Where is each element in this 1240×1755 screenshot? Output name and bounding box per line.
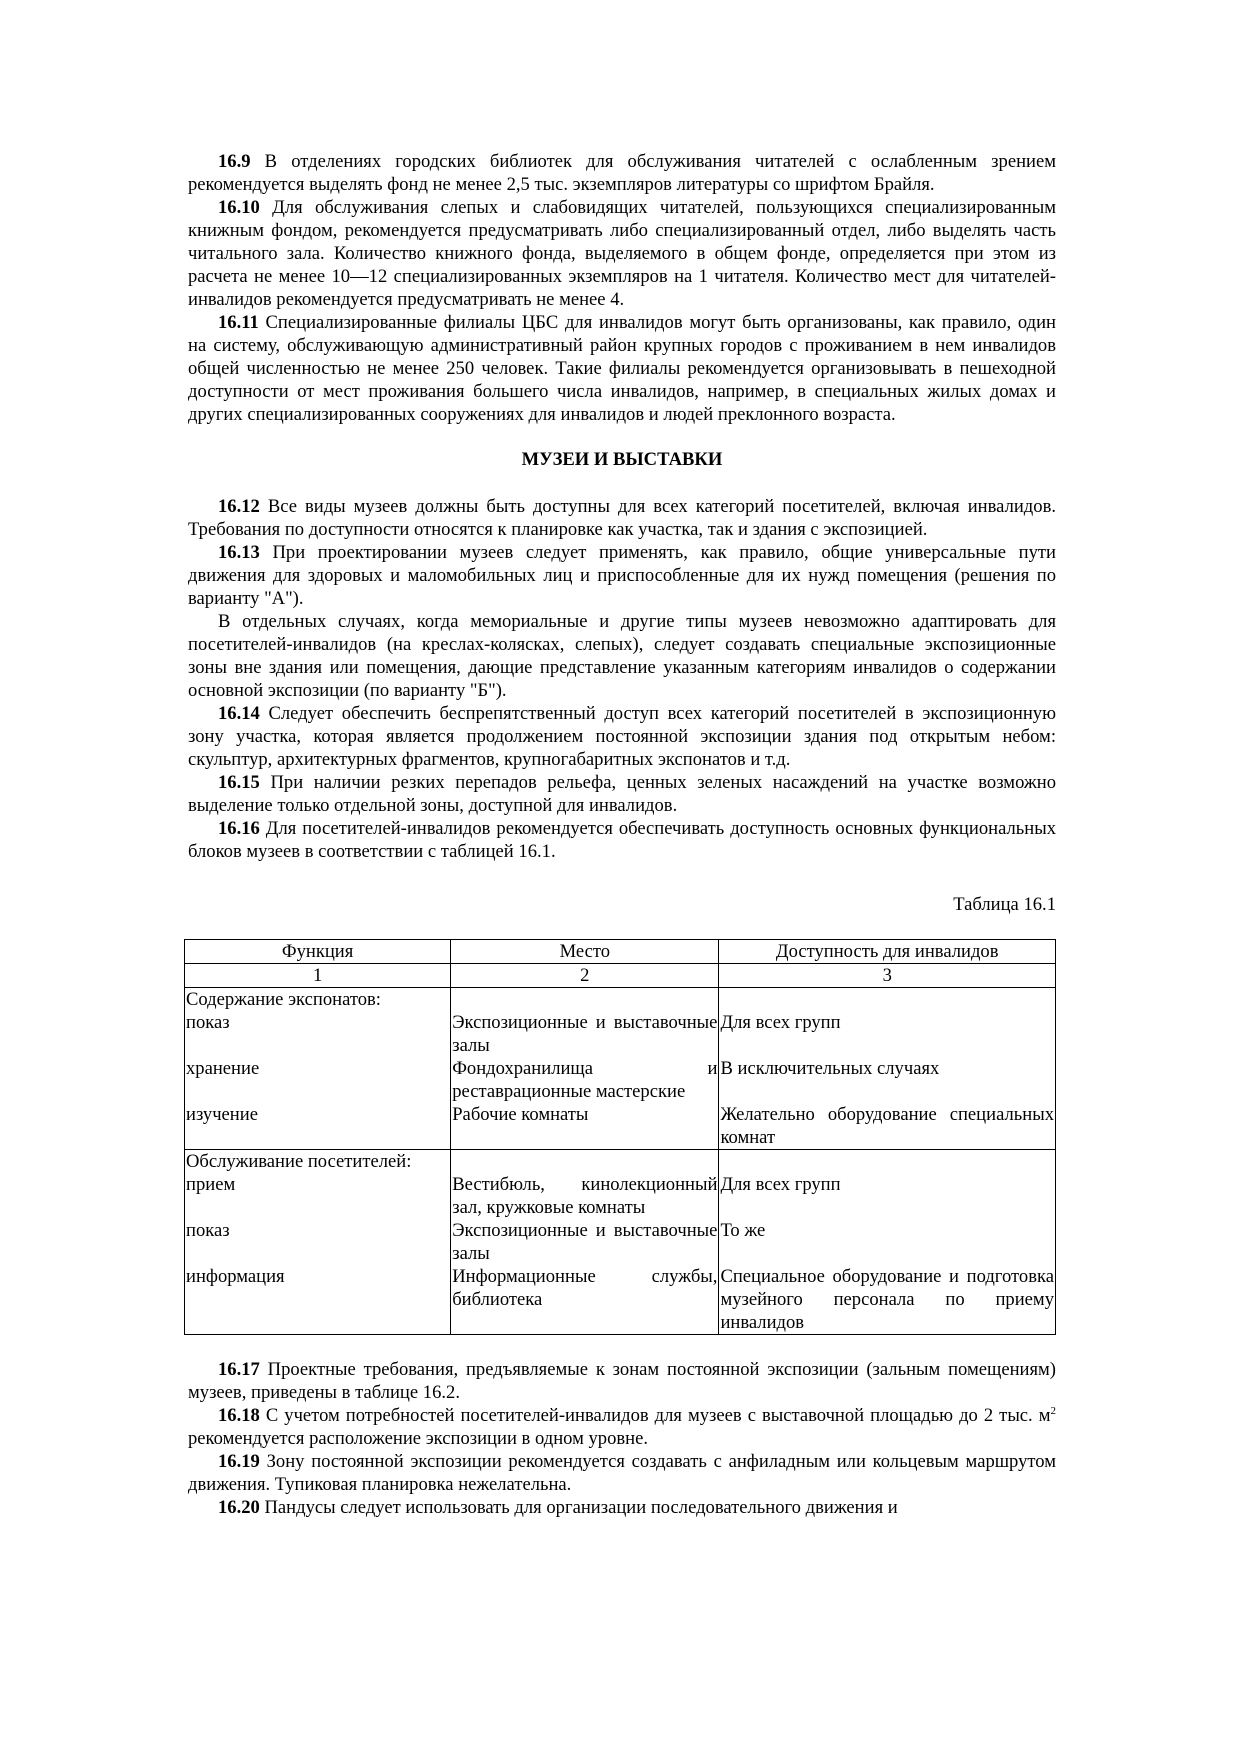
access-item: Для всех групп — [720, 1012, 841, 1033]
place-item: Экспозиционные и выставочные залы — [452, 1012, 718, 1056]
clause-text: Проектные требования, предъявляемые к зонам постоянной экспозиции (зальным помещениям) музеев, приведены в таблице 16.2. — [188, 1359, 1056, 1403]
place-item: Вестибюль, кинолекционный зал, кружковые комнаты — [452, 1174, 718, 1218]
spacer — [186, 1288, 449, 1311]
paragraph-16-16 — [188, 817, 1056, 863]
table-index-cell: 3 — [719, 964, 1056, 988]
function-item: информация — [186, 1266, 285, 1287]
table-header-cell: Функция — [185, 940, 451, 964]
paragraph-16-19 — [188, 1450, 1056, 1496]
clause-number: 16.10 — [218, 197, 260, 218]
spacer — [720, 1034, 1054, 1057]
clause-number: 16.14 — [218, 703, 260, 724]
spacer — [186, 1080, 449, 1103]
table-group-row — [185, 988, 1056, 1150]
spacer — [186, 1196, 449, 1219]
place-item: Информационные службы, библиотека — [452, 1266, 718, 1310]
clause-number: 16.13 — [218, 542, 260, 563]
function-item: прием — [186, 1174, 236, 1195]
accessibility-table — [184, 939, 1056, 1335]
spacer — [720, 988, 1054, 1011]
table-index-row — [185, 964, 1056, 988]
function-item: изучение — [186, 1104, 258, 1125]
paragraph-16-10 — [188, 196, 1056, 311]
spacer — [452, 988, 717, 1011]
paragraph-16-11 — [188, 311, 1056, 426]
clause-number: 16.16 — [218, 818, 260, 839]
document-page — [188, 150, 1056, 1519]
spacer — [186, 1311, 449, 1334]
spacer — [186, 1242, 449, 1265]
group-title: Содержание экспонатов: — [186, 989, 381, 1010]
access-item: Желательно оборудование специальных комнат — [720, 1104, 1054, 1148]
spacer — [186, 1126, 449, 1149]
clause-number: 16.17 — [218, 1359, 260, 1380]
access-item: Для всех групп — [720, 1174, 841, 1195]
function-item: показ — [186, 1012, 230, 1033]
group-title: Обслуживание посетителей: — [186, 1151, 412, 1172]
table-index-cell: 2 — [451, 964, 719, 988]
paragraph-16-9 — [188, 150, 1056, 196]
access-item: Специальное оборудование и подготовка музейного персонала по приему инвалидов — [720, 1266, 1054, 1333]
section-heading: МУЗЕИ И ВЫСТАВКИ — [521, 449, 723, 470]
clause-number: 16.18 — [218, 1405, 260, 1426]
clause-number: 16.15 — [218, 772, 260, 793]
clause-text: Для обслуживания слепых и слабовидящих читателей, пользующихся специализированным книжным фондом, рекомендуется предусматривать либо специализированный отдел, либо выделять часть читального зала. Количество книжного фонда, выделяемого в общем фонде, определяется при этом из расчета не менее 10—12 специализированных экземпляров на 1 читателя. Количество мест для читателей-инвалидов рекомендуется предусматривать не менее 4. — [188, 197, 1056, 310]
access-item: В исключительных случаях — [720, 1058, 940, 1079]
table-group-row — [185, 1150, 1056, 1335]
table-cell-function — [185, 988, 451, 1150]
table-index-cell: 1 — [185, 964, 451, 988]
clause-text: Специализированные филиалы ЦБС для инвалидов могут быть организованы, как правило, один на систему, обслуживающую административный район крупных городов с проживанием в нем инвалидов общей численностью не менее 250 человек. Такие филиалы рекомендуется организовывать в пешеходной доступности от мест проживания большего числа инвалидов, например, в специальных жилых домах и других специализированных сооружениях для инвалидов и людей преклонного возраста. — [188, 312, 1056, 425]
clause-number: 16.12 — [218, 496, 260, 517]
access-item: То же — [720, 1220, 766, 1241]
table-cell-access — [719, 988, 1056, 1150]
paragraph-16-14 — [188, 702, 1056, 771]
clause-number: 16.11 — [218, 312, 259, 333]
table-cell-access — [719, 1150, 1056, 1335]
paragraph-16-17 — [188, 1358, 1056, 1404]
clause-text: Зону постоянной экспозиции рекомендуется создавать с анфиладным или кольцевым маршрутом движения. Тупиковая планировка нежелательна. — [188, 1451, 1056, 1495]
clause-text: При наличии резких перепадов рельефа, ценных зеленых насаждений на участке возможно выделение только отдельной зоны, доступной для инвалидов. — [188, 772, 1056, 816]
place-item: Рабочие комнаты — [452, 1104, 589, 1125]
table-cell-function — [185, 1150, 451, 1335]
paragraph-16-12 — [188, 495, 1056, 541]
function-item: хранение — [186, 1058, 260, 1079]
spacer — [186, 1034, 449, 1057]
spacer — [720, 1080, 1054, 1103]
place-item: Фондохранилища и реставрационные мастерские — [452, 1058, 718, 1102]
table-cell-place — [451, 1150, 719, 1335]
clause-number: 16.9 — [218, 151, 251, 172]
superscript: 2 — [1050, 1404, 1056, 1417]
spacer — [720, 1196, 1054, 1219]
clause-number: 16.19 — [218, 1451, 260, 1472]
clause-text: Следует обеспечить беспрепятственный доступ всех категорий посетителей в экспозиционную зону участка, которая является продолжением постоянной экспозиции здания под открытым небом: скульптур, архитектурных фрагментов, крупногабаритных экспонатов и т.д. — [188, 703, 1056, 770]
spacer — [452, 1150, 717, 1173]
paragraph-16-13-b — [188, 610, 1056, 702]
clause-text: Все виды музеев должны быть доступны для всех категорий посетителей, включая инвалидов. Требования по доступности относятся к планировке как участка, так и здания с экспозицией. — [188, 496, 1056, 540]
paragraph-16-15 — [188, 771, 1056, 817]
paragraph-16-20 — [188, 1496, 1056, 1519]
spacer — [720, 1150, 1054, 1173]
table-cell-place — [451, 988, 719, 1150]
table-caption: Таблица 16.1 — [953, 894, 1056, 915]
clause-text: В отделениях городских библиотек для обслуживания читателей с ослабленным зрением рекомендуется выделять фонд не менее 2,5 тыс. экземпляров литературы со шрифтом Брайля. — [188, 151, 1056, 195]
paragraph-16-13 — [188, 541, 1056, 610]
paragraph-16-18 — [188, 1404, 1056, 1450]
function-item: показ — [186, 1220, 230, 1241]
clause-number: 16.20 — [218, 1497, 260, 1518]
table-header-row — [185, 940, 1056, 964]
table-header-cell: Место — [451, 940, 719, 964]
clause-text: При проектировании музеев следует применять, как правило, общие универсальные пути движения для здоровых и маломобильных лиц и приспособленные для их нужд помещения (решения по варианту "А"). — [188, 542, 1056, 609]
clause-text: С учетом потребностей посетителей-инвалидов для музеев с выставочной площадью до 2 тыс. м — [259, 1405, 1051, 1426]
clause-text: Пандусы следует использовать для организации последовательного движения и — [259, 1497, 898, 1518]
clause-text: рекомендуется расположение экспозиции в одном уровне. — [188, 1428, 649, 1449]
place-item: Экспозиционные и выставочные залы — [452, 1220, 718, 1264]
bottom-paragraphs — [188, 1358, 1056, 1519]
clause-text: Для посетителей-инвалидов рекомендуется обеспечивать доступность основных функциональных блоков музеев в соответствии с таблицей 16.1. — [188, 818, 1056, 862]
clause-text: В отдельных случаях, когда мемориальные и другие типы музеев невозможно адаптировать для посетителей-инвалидов (на креслах-колясках, слепых), следует создавать специальные экспозиционные зоны вне здания или помещения, дающие представление указанным категориям инвалидов о содержании основной экспозиции (по варианту "Б"). — [188, 611, 1056, 701]
table-header-cell: Доступность для инвалидов — [719, 940, 1056, 964]
spacer — [720, 1242, 1054, 1265]
